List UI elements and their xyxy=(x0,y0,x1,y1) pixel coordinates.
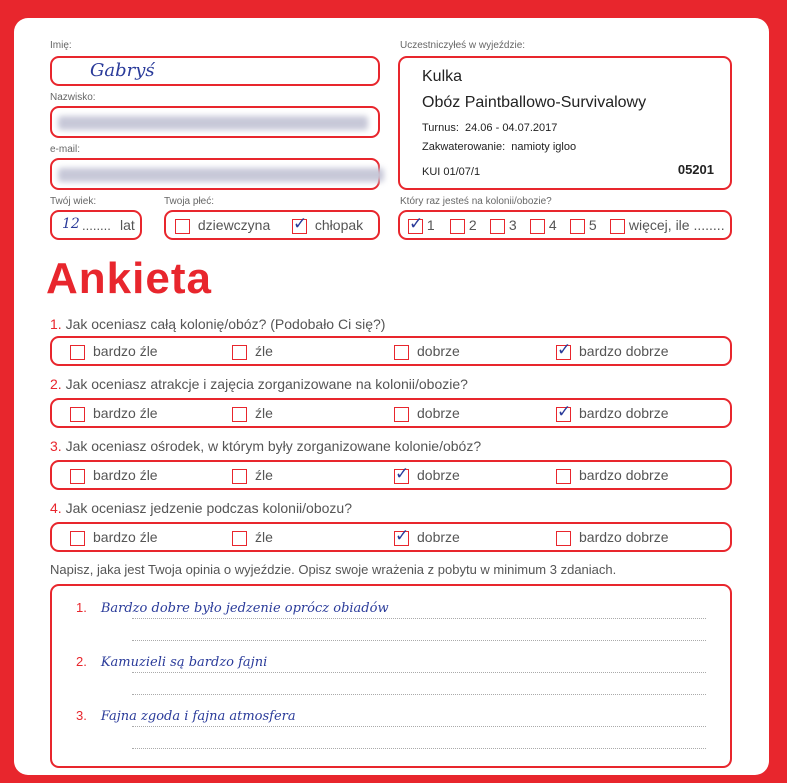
name-value: Gabryś xyxy=(90,60,155,81)
q2-good-checkbox[interactable] xyxy=(394,407,409,422)
q4-bad-checkbox[interactable] xyxy=(232,531,247,546)
trip-accommodation: Zakwaterowanie: namioty igloo xyxy=(422,141,577,153)
q2-very-bad-checkbox[interactable] xyxy=(70,407,85,422)
q4-option-good[interactable]: ✓ dobrze xyxy=(394,529,460,546)
name-label: Imię: xyxy=(50,40,72,51)
answer-line xyxy=(132,726,706,727)
q3-bad-checkbox[interactable] xyxy=(232,469,247,484)
q3-option-very-bad[interactable]: bardzo źle xyxy=(70,467,158,484)
q2-option-very-bad[interactable]: bardzo źle xyxy=(70,405,158,422)
answer-line xyxy=(132,640,706,641)
times-1-checkbox[interactable] xyxy=(408,219,423,234)
times-option-more[interactable]: więcej, ile ........ xyxy=(610,217,725,234)
times-field xyxy=(398,210,732,240)
name-field[interactable] xyxy=(50,56,380,86)
gender-option-girl[interactable]: dziewczyna xyxy=(175,217,270,234)
q1-option-very-bad[interactable]: bardzo źle xyxy=(70,343,158,360)
q4-very-good-checkbox[interactable] xyxy=(556,531,571,546)
answer-1: 1. Bardzo dobre było jedzenie oprócz obiadów xyxy=(76,600,389,616)
times-option-5[interactable]: 5 xyxy=(570,217,597,234)
question-3-options xyxy=(50,460,732,490)
times-more-checkbox[interactable] xyxy=(610,219,625,234)
age-field[interactable] xyxy=(50,210,142,240)
surname-redacted xyxy=(58,116,368,130)
answer-2: 2. Kamuzieli są bardzo fajni xyxy=(76,654,268,670)
question-3: 3. Jak oceniasz ośrodek, w którym były zorganizowane kolonie/obóz? xyxy=(50,438,482,454)
opinion-prompt: Napisz, jaka jest Twoja opinia o wyjeździe. Opisz swoje wrażenia z pobytu w minimum 3 zdaniach. xyxy=(50,562,617,577)
q4-very-bad-checkbox[interactable] xyxy=(70,531,85,546)
survey-title: Ankieta xyxy=(46,254,212,303)
gender-girl-checkbox[interactable] xyxy=(175,219,190,234)
q1-very-bad-checkbox[interactable] xyxy=(70,345,85,360)
times-option-3[interactable]: 3 xyxy=(490,217,517,234)
question-2: 2. Jak oceniasz atrakcje i zajęcia zorganizowane na kolonii/obozie? xyxy=(50,376,468,392)
survey-sheet xyxy=(14,18,769,775)
trip-name: Kulka xyxy=(422,68,463,85)
q4-option-very-bad[interactable]: bardzo źle xyxy=(70,529,158,546)
email-field[interactable] xyxy=(50,158,380,190)
q3-option-good[interactable]: ✓ dobrze xyxy=(394,467,460,484)
opinion-box[interactable] xyxy=(50,584,732,768)
q3-option-very-good[interactable]: bardzo dobrze xyxy=(556,467,669,484)
gender-boy-checkbox[interactable] xyxy=(292,219,307,234)
participated-label: Uczestniczyłeś w wyjeździe: xyxy=(400,40,526,51)
q2-option-bad[interactable]: źle xyxy=(232,405,273,422)
q1-bad-checkbox[interactable] xyxy=(232,345,247,360)
trip-number: 05201 xyxy=(677,162,714,177)
question-4-options xyxy=(50,522,732,552)
trip-code: KUI 01/07/1 xyxy=(422,166,481,178)
q1-good-checkbox[interactable] xyxy=(394,345,409,360)
age-unit: lat xyxy=(120,217,135,233)
answer-line xyxy=(132,618,706,619)
times-5-checkbox[interactable] xyxy=(570,219,585,234)
q3-good-checkbox[interactable] xyxy=(394,469,409,484)
q2-option-good[interactable]: dobrze xyxy=(394,405,460,422)
q2-option-very-good[interactable]: ✓ bardzo dobrze xyxy=(556,405,669,422)
age-value: 12 xyxy=(62,216,80,232)
question-2-options xyxy=(50,398,732,428)
surname-field[interactable] xyxy=(50,106,380,138)
gender-label: Twoja płeć: xyxy=(164,196,215,207)
trip-turnus: Turnus: 24.06 - 04.07.2017 xyxy=(422,122,558,134)
answer-3: 3. Fajna zgoda i fajna atmosfera xyxy=(76,708,296,724)
q1-option-good[interactable]: dobrze xyxy=(394,343,460,360)
q4-good-checkbox[interactable] xyxy=(394,531,409,546)
times-label: Który raz jesteś na kolonii/obozie? xyxy=(400,196,552,207)
gender-option-boy[interactable]: ✓ chłopak xyxy=(292,217,363,234)
q2-very-good-checkbox[interactable] xyxy=(556,407,571,422)
q1-option-bad[interactable]: źle xyxy=(232,343,273,360)
question-4: 4. Jak oceniasz jedzenie podczas kolonii/obozu? xyxy=(50,500,352,516)
q3-very-bad-checkbox[interactable] xyxy=(70,469,85,484)
question-1-options xyxy=(50,336,732,366)
gender-field xyxy=(164,210,380,240)
age-dots: ........ xyxy=(82,218,111,233)
email-redacted xyxy=(58,168,384,182)
trip-info-box xyxy=(398,56,732,190)
times-4-checkbox[interactable] xyxy=(530,219,545,234)
q2-bad-checkbox[interactable] xyxy=(232,407,247,422)
answer-line xyxy=(132,672,706,673)
q4-option-very-good[interactable]: bardzo dobrze xyxy=(556,529,669,546)
q4-option-bad[interactable]: źle xyxy=(232,529,273,546)
times-3-checkbox[interactable] xyxy=(490,219,505,234)
answer-line xyxy=(132,694,706,695)
question-1: 1. Jak oceniasz całą kolonię/obóz? (Podobało Ci się?) xyxy=(50,316,386,332)
trip-camp: Obóz Paintballowo-Survivalowy xyxy=(422,94,647,111)
q3-very-good-checkbox[interactable] xyxy=(556,469,571,484)
times-option-1[interactable]: ✓ 1 xyxy=(408,217,435,234)
times-2-checkbox[interactable] xyxy=(450,219,465,234)
times-option-4[interactable]: 4 xyxy=(530,217,557,234)
q1-very-good-checkbox[interactable] xyxy=(556,345,571,360)
email-label: e-mail: xyxy=(50,144,81,155)
q3-option-bad[interactable]: źle xyxy=(232,467,273,484)
age-label: Twój wiek: xyxy=(50,196,97,207)
surname-label: Nazwisko: xyxy=(50,92,96,103)
q1-option-very-good[interactable]: ✓ bardzo dobrze xyxy=(556,343,669,360)
times-option-2[interactable]: 2 xyxy=(450,217,477,234)
answer-line xyxy=(132,748,706,749)
